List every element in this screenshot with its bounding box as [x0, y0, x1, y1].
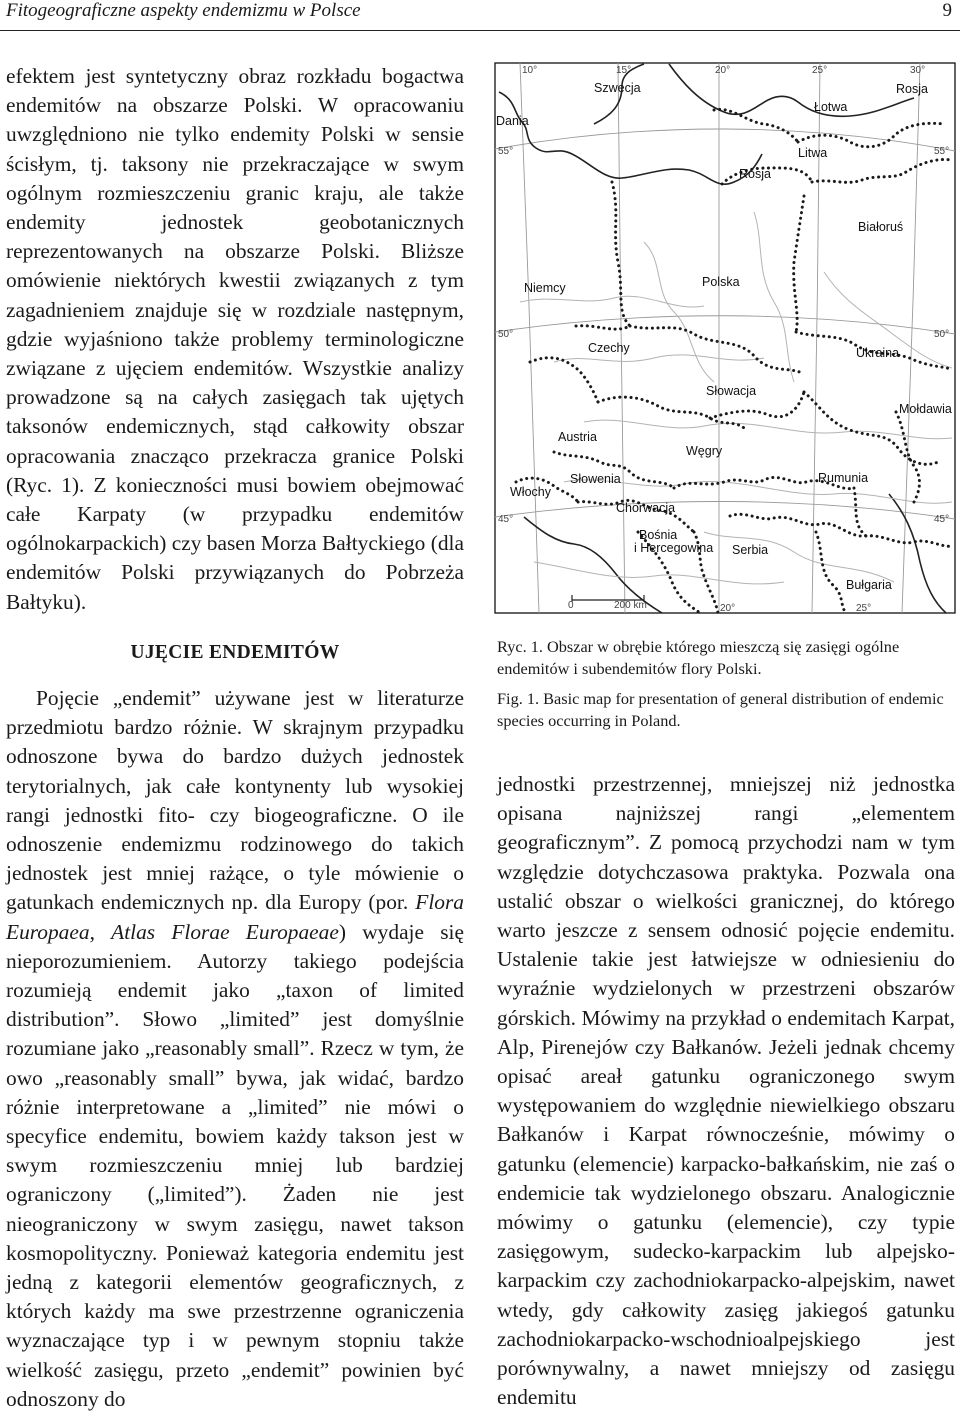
- map-frame: [495, 63, 955, 613]
- running-title: Fitogeograficzne aspekty endemizmu w Polsce: [6, 0, 361, 21]
- label-bialorus: Białoruś: [858, 220, 904, 234]
- label-moldawia: Mołdawia: [899, 402, 952, 416]
- label-litwa: Litwa: [798, 146, 828, 160]
- lat-right-50: 50°: [934, 329, 950, 340]
- paragraph-text-b: ) wydaje się nieporozumieniem. Autorzy takiego podejścia rozumieją endemit jako „taxon of limited distribution”. Słowo „limited” jest domyślnie rozumiane jako „reasonably small”. Rzecz w tym, że owo „reasonably small” bywa, jak widać, bardzo różnie interpretowane a „limited” nie mówi o specyfice endemitu, bowiem każdy takson jest w swym rozmieszczeniu mniej lub bardziej ograniczony („limited”). Żaden nie jest nieograniczony w swym zasięgu, nawet takson kosmopolityczny. Ponieważ kategoria endemitu jest jedną z kategorii elementów geograficznych, z których każdy ma swe przestrzenne ograniczenia wyznaczające typ i w pewnym stopniu także wielkość zasięgu, przeto „endemit” powinien być odnoszony do: [6, 919, 464, 1411]
- right-paragraph: jednostki przestrzennej, mniejszej niż jednostka opisana najniższej rangi „elementem geograficznym”. Z pomocą przychodzi nam w tym względzie dotychczasowa praktyka. Pozwala ona ustalić obszar o wielkości granicznej, do którego warto jeszcze z sensem odnosić pojęcie endemitu. Ustalenie takie jest łatwiejsze w odniesieniu do wyraźnie wydzielonych w przestrzeni obszarów górskich. Mówimy na przykład o endemitach Karpat, Alp, Pirenejów czy Bałkanów. Jeżeli jednak chcemy opisać areał gatunku ograniczonego swym występowaniem do względnie niewielkiego obszaru Bałkanów i Karpat równocześnie, mówimy o gatunku (elemencie) karpacko-bałkańskim, nie zaś o endemicie tak wydzielonego obszaru. Analogicznie mówimy o gatunku (elemencie), czy typie zasięgowym, sudecko-karpackim lub alpejsko-karpackim czy zachodniokarpacko-alpejskim, nawet wtedy, gdy całkowity zasięg jakiegoś gatunku zachodniokarpacko-wschodnioalpejskiego jest porównywalny, a nawet mniejszy od zasięgu endemitu: [497, 772, 955, 1410]
- map-svg: [494, 62, 956, 614]
- map-figure: [494, 62, 956, 614]
- lat-right-55: 55°: [934, 146, 950, 157]
- paragraph-separator: ,: [89, 919, 112, 944]
- left-column-bottom: [6, 684, 464, 1414]
- lon-bottom-25: 25°: [856, 603, 872, 614]
- lon-top-15: 15°: [616, 65, 632, 76]
- label-rumunia: Rumunia: [818, 471, 869, 485]
- section-heading: UJĘCIE ENDEMITÓW: [130, 642, 340, 663]
- label-slowacja: Słowacja: [706, 384, 757, 398]
- header-rule: [0, 30, 960, 31]
- atlas-florae-europaeae-title: Atlas Florae Europaeae: [111, 919, 339, 944]
- right-column: [497, 770, 955, 1412]
- label-rosja-kal: Rosja: [739, 167, 771, 181]
- lon-top-30: 30°: [910, 65, 926, 76]
- paragraph-text-a: Pojęcie „endemit” używane jest w literaturze przedmiotu bardzo różnie. W skrajnym przypadku odnoszone bywa do bardzo dużych jednostek terytorialnych, jak całe kontynenty lub wysokiej rangi jednostki fito- czy biogeograficzne. O ile odnoszenie endemizmu rodzinowego do takich jednostek jest mniej rażące, o tyle mówienie o gatunkach endemicznych np. dla Europy (por.: [6, 686, 464, 915]
- label-wegry: Węgry: [686, 444, 723, 458]
- label-polska: Polska: [702, 275, 740, 289]
- lat-right-45: 45°: [934, 514, 950, 525]
- intro-paragraph: efektem jest syntetyczny obraz rozkładu bogactwa endemitów na obszarze Polski. W opracowaniu uwzględniono nie tylko endemity Polski w sensie ścisłym, tj. taksony nie przekraczające w swym ogólnym rozmieszczeniu granic kraju, ale także endemity jednostek geobotanicznych reprezentowanych na obszarze Polski. Bliższe omówienie niektórych kwestii związanych z tym zagadnieniem znajduje się w rozdziale następnym, gdzie wyjaśniono także problemy terminologiczne związane z ujęciem endemitów. Wszystkie analizy prowadzone są na całych zasięgach tak ujętych taksonów endemicznych, stąd całkowity obszar opracowania znacząco przekracza granice Polski (Ryc. 1). Z konieczności musi bowiem obejmować całe Karpaty (w przypadku endemitów ogólnokarpackich) czy basen Morza Bałtyckiego (dla endemitów Polski przywiązanych do Pobrzeża Bałtyku).: [6, 64, 464, 614]
- scale-end: 200 km: [614, 600, 647, 611]
- lon-bottom-20: 20°: [720, 603, 736, 614]
- label-czechy: Czechy: [588, 341, 630, 355]
- label-bosnia-1: Bośnia: [639, 528, 678, 542]
- label-niemcy: Niemcy: [524, 281, 566, 295]
- left-column-top: [6, 62, 464, 617]
- lon-top-25: 25°: [812, 65, 828, 76]
- label-bosnia-2: i Hercegowina: [634, 541, 714, 555]
- scale-start: 0: [568, 600, 574, 611]
- page-number: 9: [942, 0, 952, 21]
- lat-left-55: 55°: [498, 146, 514, 157]
- label-bulgaria: Bułgaria: [846, 578, 892, 592]
- figure-caption-en: Fig. 1. Basic map for presentation of general distribution of endemic species occurring in Poland.: [497, 689, 944, 730]
- lat-left-45: 45°: [498, 514, 514, 525]
- definition-paragraph: [6, 684, 464, 1414]
- label-chorwacja: Chorwacja: [616, 501, 676, 515]
- label-serbia: Serbia: [732, 543, 769, 557]
- lon-top-10: 10°: [522, 65, 538, 76]
- label-rosja-ne: Rosja: [896, 82, 928, 96]
- figure-caption-pl: Ryc. 1. Obszar w obrębie którego mieszczą się zasięgi ogólne endemitów i subendemitów flory Polski.: [497, 637, 900, 678]
- label-szwecja: Szwecja: [594, 81, 641, 95]
- label-austria: Austria: [558, 430, 597, 444]
- label-dania: Dania: [496, 114, 529, 128]
- flora-europaea-title: Flora Europaea: [6, 890, 464, 944]
- label-slowenia: Słowenia: [570, 472, 621, 486]
- lat-left-50: 50°: [498, 329, 514, 340]
- label-ukraina: Ukraina: [856, 346, 900, 360]
- lon-top-20: 20°: [715, 65, 731, 76]
- label-lotwa: Łotwa: [814, 100, 848, 114]
- label-wlochy: Włochy: [510, 485, 551, 499]
